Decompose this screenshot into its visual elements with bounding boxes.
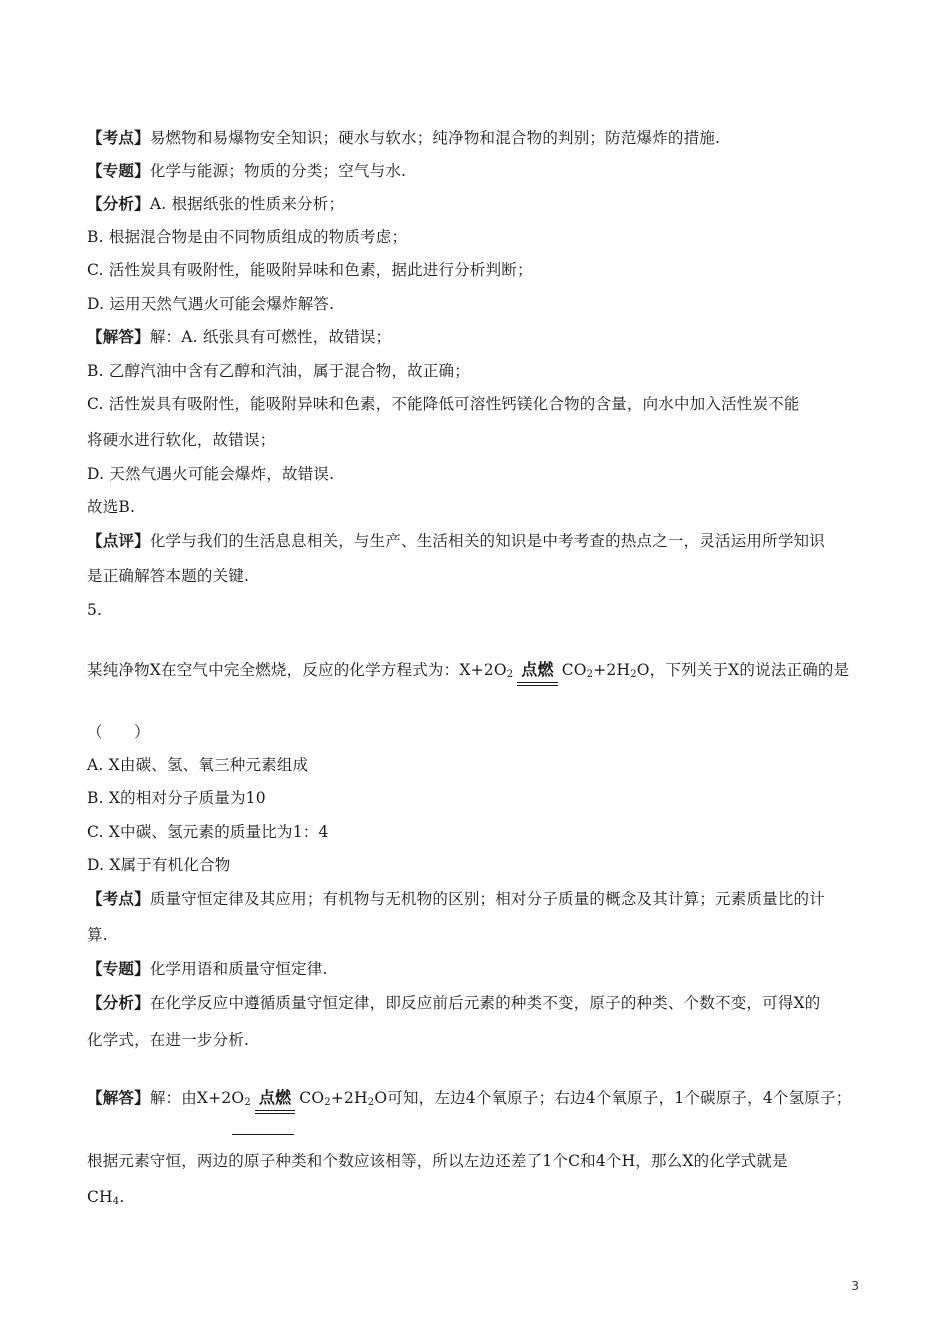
fenxi-tag: 【分析】 (87, 194, 150, 213)
zhuanti-tag: 【专题】 (87, 161, 150, 180)
formula-end: . (119, 1188, 125, 1206)
fenxi-line-b: B. 根据混合物是由不同物质组成的物质考虑； (87, 228, 408, 246)
kaodian-tag: 【考点】 (87, 128, 150, 147)
q5-fenxi-line (87, 993, 820, 1013)
q5-zhuanti-line (87, 959, 328, 979)
stem-sub-3: 2 (630, 669, 637, 680)
q5-kaodian-text: 质量守恒定律及其应用；有机物与无机物的区别；相对分子质量的概念及其计算；元素质量比的计 (149, 890, 825, 908)
q5-fenxi-cont: 化学式，在进一步分析. (87, 1031, 250, 1049)
q5-fenxi-tag: 【分析】 (87, 993, 150, 1012)
question-stem (87, 660, 849, 680)
fenxi-line (87, 194, 344, 214)
jieda-line-d: D. 天然气遇火可能会爆炸，故错误. (87, 465, 335, 483)
q5-jieda-line-2: 根据元素守恒，两边的原子种类和个数应该相等，所以左边还差了1个C和4个H，那么X的化学式就是 (87, 1152, 788, 1170)
kaodian-line (87, 128, 720, 148)
q5-jieda-sub-1: 2 (244, 1097, 251, 1108)
formula-ch: CH (87, 1188, 113, 1206)
stem-water: +2H (593, 661, 631, 679)
jieda-tag: 【解答】 (87, 327, 150, 346)
q5-jieda-sub-2: 2 (324, 1097, 331, 1108)
q5-jieda-tag: 【解答】 (87, 1088, 150, 1107)
jieda-line-c-cont: 将硬水进行软化，故错误； (87, 431, 276, 449)
equation-underline (232, 1134, 294, 1135)
q5-jieda-line-3 (87, 1187, 124, 1207)
formula-sub: 4 (112, 1196, 120, 1207)
q5-kaodian-tag: 【考点】 (87, 889, 150, 908)
q5-jieda-before: 解：由X+2O (149, 1089, 245, 1107)
dianping-text: 化学与我们的生活息息相关，与生产、生活相关的知识是中考考查的热点之一，灵活运用所学知识 (149, 532, 825, 550)
dianping-line (87, 531, 825, 551)
q5-kaodian-cont: 算. (87, 926, 108, 944)
jieda-line-c: C. 活性炭具有吸附性，能吸附异味和色素，不能降低可溶性钙镁化合物的含量，向水中加入活性炭不能 (87, 395, 800, 413)
jieda-answer: 故选B. (87, 498, 136, 516)
stem-before: 某纯净物X在空气中完全燃烧，反应的化学方程式为：X+2O (87, 661, 507, 679)
reaction-condition: 点燃 (521, 660, 554, 679)
fenxi-line-d: D. 运用天然气遇火可能会爆炸解答. (87, 295, 335, 313)
option-a: A. X由碳、氢、氧三种元素组成 (87, 756, 309, 774)
q5-fenxi-text: 在化学反应中遵循质量守恒定律，即反应前后元素的种类不变，原子的种类、个数不变，可得X的 (149, 994, 821, 1012)
jieda-text: 解：A. 纸张具有可燃性，故错误； (149, 328, 392, 346)
dianping-tag: 【点评】 (87, 531, 150, 550)
q5-zhuanti-text: 化学用语和质量守恒定律. (149, 960, 328, 978)
answer-paren: （ ） (87, 723, 150, 741)
dianping-line-cont: 是正确解答本题的关键. (87, 567, 250, 585)
q5-jieda-condition: 点燃 (258, 1088, 292, 1107)
q5-jieda-after: O可知，左边4个氧原子；右边4个氧原子，1个碳原子，4个氢原子； (374, 1089, 852, 1107)
q5-jieda-water: +2H (330, 1089, 368, 1107)
page-number: 3 (851, 1279, 859, 1293)
option-b: B. X的相对分子质量为10 (87, 789, 266, 807)
stem-after: O，下列关于X的说法正确的是 (636, 661, 850, 679)
jieda-line-b: B. 乙醇汽油中含有乙醇和汽油，属于混合物，故正确； (87, 362, 470, 380)
stem-sub-1: 2 (506, 669, 514, 680)
fenxi-text: A. 根据纸张的性质来分析； (149, 195, 345, 213)
fenxi-line-c: C. 活性炭具有吸附性，能吸附异味和色素，据此进行分析判断； (87, 261, 533, 279)
question-number: 5. (87, 601, 103, 619)
option-d: D. X属于有机化合物 (87, 856, 231, 874)
zhuanti-text: 化学与能源；物质的分类；空气与水. (149, 162, 407, 180)
stem-co: CO (561, 661, 587, 679)
q5-jieda-line (87, 1088, 851, 1108)
stem-sub-2: 2 (586, 669, 594, 680)
q5-kaodian-line (87, 889, 825, 909)
option-c: C. X中碳、氢元素的质量比为1：4 (87, 823, 329, 841)
zhuanti-line (87, 161, 406, 181)
q5-zhuanti-tag: 【专题】 (87, 959, 150, 978)
q5-jieda-sub-3: 2 (367, 1097, 375, 1108)
kaodian-text: 易燃物和易爆物安全知识；硬水与软水；纯净物和混合物的判别；防范爆炸的措施. (149, 129, 721, 147)
jieda-line (87, 327, 391, 347)
q5-jieda-co: CO (299, 1089, 325, 1107)
